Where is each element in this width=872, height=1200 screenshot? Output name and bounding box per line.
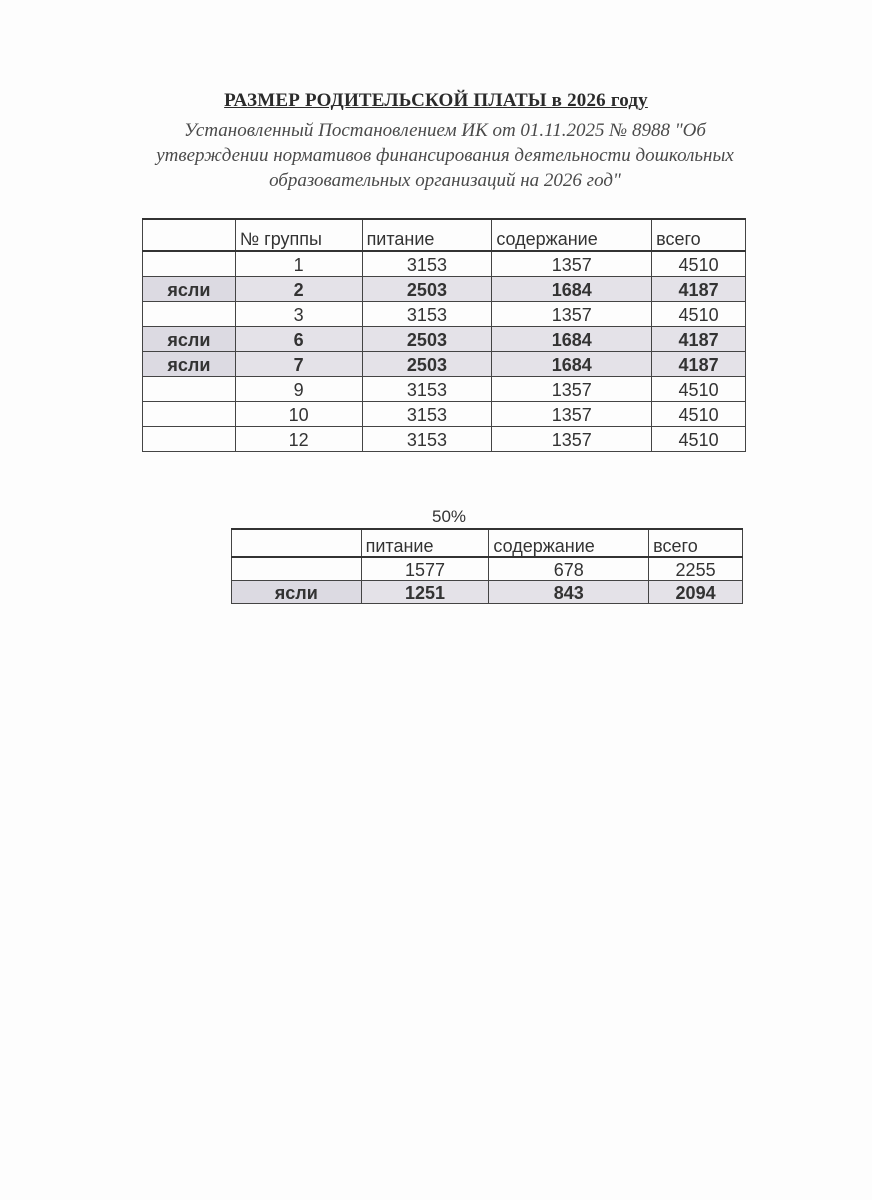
half-caption: 50% (432, 507, 467, 526)
food-cell: 1577 (361, 557, 489, 581)
upkeep-cell: 1684 (492, 352, 652, 377)
table-row (232, 581, 743, 604)
row-label-cell: ясли (143, 327, 236, 352)
header-cell-upkeep: содержание (489, 529, 649, 557)
group-number-cell: 9 (235, 377, 362, 402)
upkeep-cell: 843 (489, 581, 649, 604)
total-cell: 4510 (652, 402, 746, 427)
row-label-cell (143, 377, 236, 402)
food-cell: 3153 (362, 302, 492, 327)
header-cell-total: всего (652, 219, 746, 251)
table-row (143, 352, 746, 377)
food-cell: 2503 (362, 277, 492, 302)
total-cell: 4510 (652, 427, 746, 452)
header-cell-label (143, 219, 236, 251)
row-label-cell (232, 557, 362, 581)
total-cell: 4187 (652, 327, 746, 352)
header-cell-total: всего (649, 529, 743, 557)
document-subtitle: Установленный Постановлением ИК от 01.11.2025 № 8988 "Об утверждении нормативов финансирования деятельности дошкольных образовательных организаций на 2026 год" (156, 120, 734, 191)
total-cell: 2094 (649, 581, 743, 604)
total-cell: 2255 (649, 557, 743, 581)
upkeep-cell: 678 (489, 557, 649, 581)
food-cell: 3153 (362, 377, 492, 402)
row-label-cell (143, 251, 236, 277)
total-cell: 4510 (652, 302, 746, 327)
header-cell-food: питание (362, 219, 492, 251)
table-row (143, 327, 746, 352)
row-label-cell: ясли (232, 581, 362, 604)
upkeep-cell: 1684 (492, 327, 652, 352)
table-row (232, 557, 743, 581)
group-number-cell: 2 (235, 277, 362, 302)
food-cell: 2503 (362, 327, 492, 352)
table-row (143, 302, 746, 327)
header-cell-label (232, 529, 362, 557)
table-row (143, 427, 746, 452)
header-cell-upkeep: содержание (492, 219, 652, 251)
group-number-cell: 6 (235, 327, 362, 352)
half-fee-table (231, 528, 743, 604)
row-label-cell (143, 302, 236, 327)
fee-table (142, 218, 746, 452)
group-number-cell: 1 (235, 251, 362, 277)
food-cell: 1251 (361, 581, 489, 604)
food-cell: 2503 (362, 352, 492, 377)
group-number-cell: 10 (235, 402, 362, 427)
table-row (143, 402, 746, 427)
group-number-cell: 7 (235, 352, 362, 377)
food-cell: 3153 (362, 427, 492, 452)
row-label-cell: ясли (143, 352, 236, 377)
table-header-row (143, 219, 746, 251)
row-label-cell: ясли (143, 277, 236, 302)
total-cell: 4187 (652, 277, 746, 302)
total-cell: 4510 (652, 377, 746, 402)
table-header-row (232, 529, 743, 557)
upkeep-cell: 1684 (492, 277, 652, 302)
upkeep-cell: 1357 (492, 402, 652, 427)
upkeep-cell: 1357 (492, 251, 652, 277)
row-label-cell (143, 402, 236, 427)
upkeep-cell: 1357 (492, 427, 652, 452)
food-cell: 3153 (362, 402, 492, 427)
table-row (143, 277, 746, 302)
total-cell: 4187 (652, 352, 746, 377)
food-cell: 3153 (362, 251, 492, 277)
fee-table-body (143, 251, 746, 452)
table-row (143, 377, 746, 402)
group-number-cell: 12 (235, 427, 362, 452)
table-row (143, 251, 746, 277)
half-fee-table-body (232, 557, 743, 604)
header-cell-group: № группы (235, 219, 362, 251)
total-cell: 4510 (652, 251, 746, 277)
group-number-cell: 3 (235, 302, 362, 327)
upkeep-cell: 1357 (492, 302, 652, 327)
document-title: РАЗМЕР РОДИТЕЛЬСКОЙ ПЛАТЫ в 2026 году (224, 90, 648, 111)
row-label-cell (143, 427, 236, 452)
upkeep-cell: 1357 (492, 377, 652, 402)
header-cell-food: питание (361, 529, 489, 557)
